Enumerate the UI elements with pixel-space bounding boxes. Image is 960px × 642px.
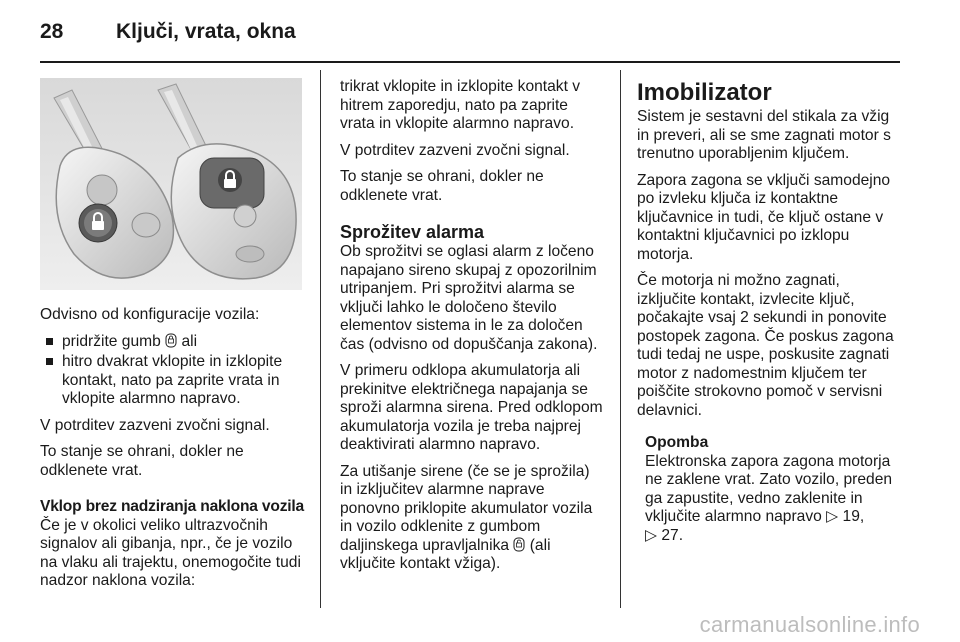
paragraph-text: (ali vključite kontakt vžiga). — [340, 536, 551, 572]
chapter-title: Ključi, vrata, okna — [116, 20, 296, 43]
middle-column — [340, 78, 606, 582]
intro-text: Odvisno od konfiguracije vozila: — [40, 306, 260, 323]
paragraph: Sistem je sestavni del stikala za vžig in preveri, ali se sme zagnati motor s trenutno uporabljenim ključem. — [637, 108, 891, 162]
page-header — [40, 20, 920, 60]
paragraph: V primeru odklopa akumulatorja ali prekinitve električnega napajanja se sproži alarmna sirena. Pred odklopom akumulatorja vozila je treba najprej deaktivirati alarmno napravo. — [340, 362, 603, 453]
note-body: Elektronska zapora zagona motorja ne zaklene vrat. Zato vozilo, preden ga zapustite, vedno zaklenite in vključite alarmno napravo — [645, 452, 893, 525]
paragraph-text: Za utišanje sirene (če se je sprožila) in izključitev alarmne naprave ponovno priklopite akumulator vozila in vozilo odklenite z gumbom daljinskega upravljalnika — [340, 462, 593, 554]
paragraph: Če je v okolici veliko ultrazvočnih signalov ali gibanja, npr., če je vozilo na vlaku ali trajektu, onemogočite tudi nadzor naklona vozila: — [40, 516, 301, 589]
page-ref-arrow-icon: ▷ — [826, 508, 839, 525]
page-ref-arrow-icon: ▷ — [645, 526, 657, 544]
note-title: Opomba — [645, 434, 709, 451]
page-ref-link[interactable]: 19, — [842, 508, 865, 525]
paragraph: Če motorja ni možno zagnati, izključite kontakt, izvlecite ključ, počakajte vsaj 2 sekundi in ponovite postopek zagona. Če poskus zagona tudi tedaj ne uspe, poskusite zagnati motor z nadomestnim ključem ter poiščite strokovno pomoč v servisni delavnici. — [637, 272, 894, 419]
paragraph: V potrditev zazveni zvočni signal. — [40, 416, 270, 434]
key-fob-illustration — [40, 78, 302, 290]
column-divider — [620, 70, 621, 608]
right-column — [637, 78, 903, 553]
note-text — [645, 453, 903, 546]
paragraph: trikrat vklopite in izklopite kontakt v hitrem zaporedju, nato pa zaprite vrata in vklopite alarmno napravo. — [340, 78, 581, 132]
note-box — [637, 428, 903, 545]
paragraph — [340, 463, 606, 574]
paragraph: Ob sprožitvi se oglasi alarm z ločeno napajano sireno skupaj z opozorilnim utripanjem. Pri sprožitvi alarma se vključi lahko le določeno število elementov sistema in le za določen čas (odvisno od dopuščanja zakona). — [340, 243, 598, 353]
header-rule — [40, 61, 900, 63]
paragraph: To stanje se ohrani, dokler ne odklenete vrat. — [40, 443, 244, 479]
paragraph: V potrditev zazveni zvočni signal. — [340, 141, 570, 159]
option-list — [40, 333, 308, 409]
section-heading: Vklop brez nadziranja naklona vozila — [40, 498, 305, 515]
section-heading: Sprožitev alarma — [340, 222, 485, 242]
page-ref-link[interactable]: 27. — [661, 526, 684, 544]
section-title: Imobilizator — [637, 79, 772, 106]
list-item — [40, 333, 308, 352]
page-number: 28 — [40, 20, 64, 43]
watermark: carmanualsonline.info — [699, 612, 920, 637]
list-item-text: pridržite gumb — [62, 332, 161, 350]
paragraph: Zapora zagona se vključi samodejno po izvleku ključa iz kontaktne ključavnice in tudi, če ključ ostane v kontaktni ključavnici po izklopu motorja. — [637, 171, 891, 263]
lock-button-icon — [165, 333, 177, 348]
left-column — [40, 306, 308, 599]
paragraph: To stanje se ohrani, dokler ne odklenete vrat. — [340, 168, 544, 204]
list-item-text: ali — [181, 332, 198, 350]
column-divider — [320, 70, 321, 608]
list-item: hitro dvakrat vklopite in izklopite kontakt, nato pa zaprite vrata in vklopite alarmno napravo. — [40, 353, 308, 409]
unlock-button-icon — [513, 537, 525, 552]
